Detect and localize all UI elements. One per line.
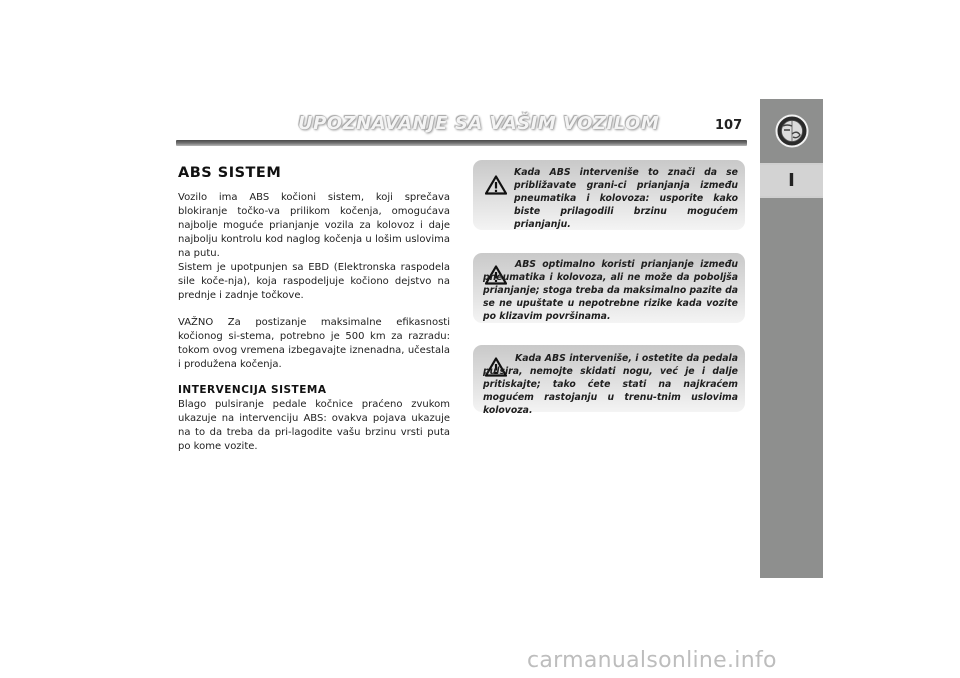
section-title: ABS SISTEM [178, 165, 282, 181]
logo-cell [760, 99, 823, 163]
page-header-title: UPOZNAVANJE SA VAŠIM VOZILOM [298, 113, 660, 134]
paragraph: Blago pulsiranje pedale kočnice praćeno zvukom ukazuje na intervenciju ABS: ovakva pojava ukazuje na to da treba da pri-lagodite vašu brzinu vrsti puta po kome vozite. [178, 399, 450, 452]
chapter-side-tab [760, 99, 823, 578]
alfa-romeo-badge-icon [775, 114, 809, 148]
warning-box [473, 160, 745, 230]
warning-text: Kada ABS interveniše, i ostetite da pedala pulsira, nemojte skidati nogu, već je i dalje pritiskajte; tako ćete stati na najkraćem mogućem rastojanju u trenu-tnim uslovima kolovoza. [483, 353, 738, 416]
warning-text: Kada ABS interveniše to znači da se približavate grani-ci prianjanja između pneumatika i kolovoza: usporite kako biste prilagodili brzinu mogućem prianjanju. [514, 167, 738, 230]
paragraph: VAŽNO Za postizanje maksimalne efikasnosti kočionog si-stema, potrebno je 500 km za razradu: tokom ovog vremena izbegavajte iznenadna, učestala i produžena kočenja. [178, 317, 450, 370]
abs-section [178, 165, 450, 454]
page-number: 107 [715, 118, 743, 133]
warning-box [473, 345, 745, 416]
warning-box [473, 253, 745, 323]
watermark: carmanualsonline.info [527, 648, 777, 673]
tab-divider [760, 196, 823, 198]
subsection-title: INTERVENCIJA SISTEMA [178, 384, 327, 396]
warning-text: ABS optimalno koristi prianjanje između pneumatika i kolovoza, ali ne može da poboljša prianjanje; stoga treba da maksimalno pazite da se ne upuštate u nepotrebne rizike kada vozite po klizavim površinama. [483, 259, 738, 322]
paragraph: Sistem je upotpunjen sa EBD (Elektronska raspodela sile koče-nja), koja raspodeljuje kočiono dejstvo na prednje i zadnje točkove. [178, 262, 450, 301]
paragraph: Vozilo ima ABS kočioni sistem, koji sprečava blokiranje točko-va prilikom kočenja, omogućava najbolje moguće prianjanje vozila za kolovoz i daje najbolju kontrolu kod naglog kočenja u lošim uslovima na putu. [178, 192, 450, 259]
header-rule [176, 140, 747, 146]
chapter-indicator: I [760, 165, 823, 196]
warning-triangle-icon [485, 175, 507, 195]
